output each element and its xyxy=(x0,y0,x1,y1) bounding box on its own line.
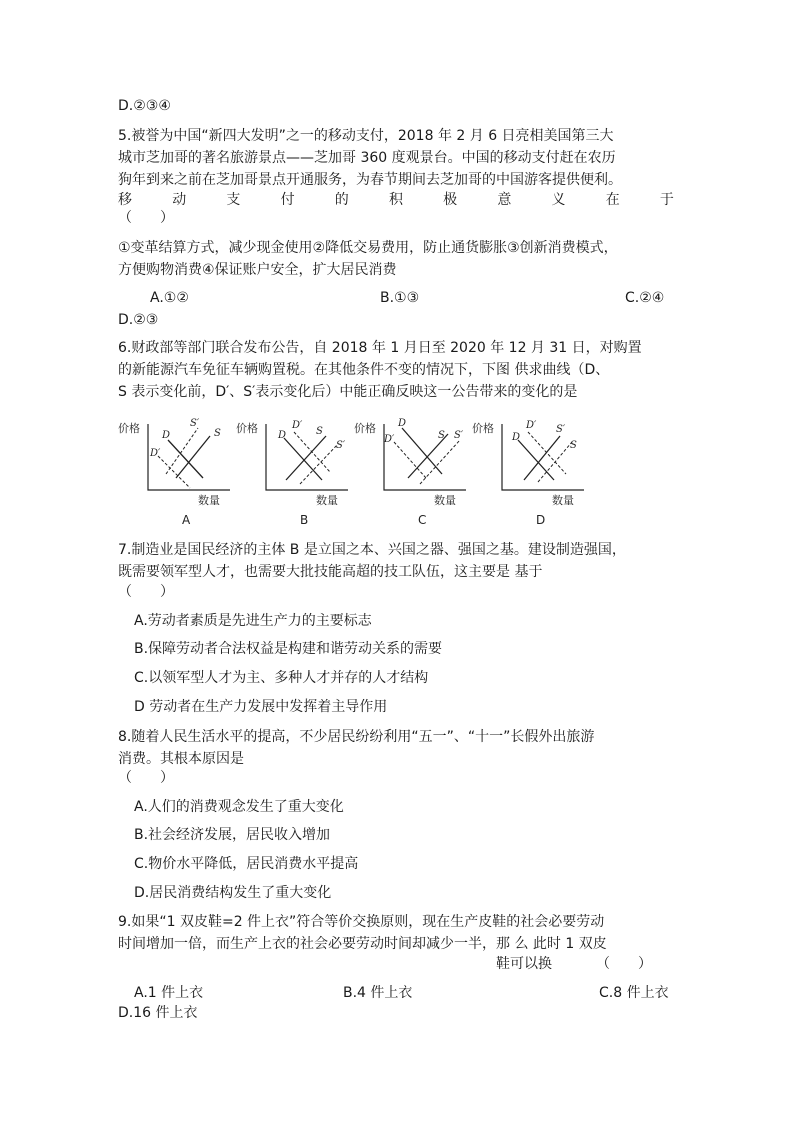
graph-c-demand-line xyxy=(402,428,442,474)
graph-c-label-s: S xyxy=(438,430,445,441)
graph-c-caption: C xyxy=(418,513,427,527)
q9-stem-line-2: 时间增加一倍，而生产上衣的社会必要劳动时间却减少一半，那 么 此时 1 双皮 xyxy=(118,936,607,952)
graph-c-demand-shifted-line xyxy=(394,442,426,478)
graph-b-y-label: 价格 xyxy=(236,422,258,435)
q8-option-a: A.人们的消费观念发生了重大变化 xyxy=(134,799,344,815)
q8-stem-line-2: 消费。其根本原因是 xyxy=(118,751,244,767)
graph-d-demand-line xyxy=(518,440,554,480)
q5-statements-line-2: 方便购物消费④保证账户安全，扩大居民消费 xyxy=(118,262,397,278)
q7-answer-paren: （ ） xyxy=(118,584,174,600)
graph-c-y-label: 价格 xyxy=(354,422,376,435)
graph-b-caption: B xyxy=(300,513,309,527)
graph-c-label-d: D xyxy=(398,418,407,429)
q5-char: 极 xyxy=(443,192,458,208)
graph-a-x-label: 数量 xyxy=(198,494,220,507)
q5-char: 于 xyxy=(659,192,674,208)
q6-stem-line-1: 6.财政部等部门联合发布公告，自 2018 年 1 月日至 2020 年 12 月 31 日，对购置 xyxy=(118,340,642,356)
graph-d-x-label: 数量 xyxy=(552,494,574,507)
q4-option-d: D.②③④ xyxy=(118,98,171,114)
graph-a-caption: A xyxy=(182,513,191,527)
graph-a-label-sp: S′ xyxy=(190,418,200,429)
q9-stem-tail: 鞋可以换 xyxy=(496,956,552,972)
q9-option-a: A.1 件上衣 xyxy=(134,985,204,1001)
q5-char: 支 xyxy=(226,192,241,208)
graphs-svg xyxy=(118,412,598,530)
q9-option-d: D.16 件上衣 xyxy=(118,1005,198,1021)
q5-char: 移 xyxy=(118,192,132,208)
q7-option-b: B.保障劳动者合法权益是构建和谐劳动关系的需要 xyxy=(134,641,443,657)
graph-c-x-label: 数量 xyxy=(434,494,456,507)
q6-stem-line-3: S 表示变化前，D′、S′表示变化后）中能正确反映这一公告带来的变化的是 xyxy=(118,384,578,400)
graph-b-supply-shifted-line xyxy=(300,444,338,484)
graph-d-caption: D xyxy=(536,513,546,527)
graph-b-label-sp: S′ xyxy=(336,440,346,451)
q5-option-d: D.②③ xyxy=(118,312,159,328)
graph-a-demand-line xyxy=(168,440,203,478)
q8-answer-paren: （ ） xyxy=(118,770,174,786)
q8-option-b: B.社会经济发展，居民收入增加 xyxy=(134,827,331,843)
q9-option-b: B.4 件上衣 xyxy=(343,985,413,1001)
graph-a-supply-line xyxy=(176,436,210,478)
q5-option-a: A.①② xyxy=(150,290,189,306)
q9-answer-paren: （ ） xyxy=(596,956,652,972)
q9-option-c: C.8 件上衣 xyxy=(599,985,669,1001)
q5-char: 动 xyxy=(172,192,187,208)
graph-b-label-d: D xyxy=(278,430,287,441)
q8-stem-line-1: 8.随着人民生活水平的提高，不少居民纷纷利用“五一”、“十一”长假外出旅游 xyxy=(118,729,595,745)
q5-char: 义 xyxy=(551,192,566,208)
q5-statements-line-1: ①变革结算方式，减少现金使用②降低交易费用，防止通货膨胀③创新消费模式， xyxy=(118,240,618,256)
graph-c xyxy=(354,418,466,527)
graph-d-label-d: D xyxy=(512,432,521,443)
q5-stem-line-3: 狗年到来之前在芝加哥景点开通服务，为春节期间去芝加哥的中国游客提供便利。 xyxy=(118,172,622,188)
graph-a xyxy=(118,418,230,527)
q8-option-c: C.物价水平降低，居民消费水平提高 xyxy=(134,856,359,872)
graph-b-demand-line xyxy=(284,438,322,480)
graph-c-label-dp: D′ xyxy=(384,434,395,445)
graph-d-label-s: S xyxy=(570,440,577,451)
q7-option-d: D 劳动者在生产力发展中发挥着主导作用 xyxy=(134,699,388,715)
graph-a-label-s: S xyxy=(214,428,221,439)
graph-a-demand-shifted-line xyxy=(158,456,190,488)
q5-char: 积 xyxy=(388,192,403,208)
graph-d-supply-line xyxy=(524,436,560,480)
graph-a-label-dp: D′ xyxy=(150,448,161,459)
q7-stem-line-2: 既需要领军型人才，也需要大批技能高超的技工队伍，这主要是 基于 xyxy=(118,564,543,580)
q5-answer-paren: （ ） xyxy=(118,210,174,226)
graph-c-label-sp: S′ xyxy=(454,430,464,441)
q5-option-b: B.①③ xyxy=(380,290,420,306)
q5-char: 的 xyxy=(334,192,349,208)
graph-b-label-dp: D′ xyxy=(292,420,303,431)
supply-demand-graphs xyxy=(118,412,598,530)
graph-d-y-label: 价格 xyxy=(472,422,494,435)
graph-b-label-s: S xyxy=(316,426,323,437)
q8-option-d: D.居民消费结构发生了重大变化 xyxy=(134,885,332,901)
graph-b xyxy=(236,420,348,527)
q5-char: 意 xyxy=(497,192,512,208)
graph-d-label-dp: D′ xyxy=(526,420,537,431)
q7-option-c: C.以领军型人才为主、多种人才并存的人才结构 xyxy=(134,670,429,686)
graph-d xyxy=(472,420,584,527)
q5-option-c: C.②④ xyxy=(625,290,665,306)
graph-d-label-sp: S′ xyxy=(556,424,566,435)
graph-a-y-label: 价格 xyxy=(118,422,140,435)
q7-stem-line-1: 7.制造业是国民经济的主体 B 是立国之本、兴国之器、强国之基。建设制造强国， xyxy=(118,542,626,558)
q7-option-a: A.劳动者素质是先进生产力的主要标志 xyxy=(134,613,372,629)
q6-stem-line-2: 的新能源汽车免征车辆购置税。在其他条件不变的情况下，下图 供求曲线（D、 xyxy=(118,362,610,378)
q5-char: 在 xyxy=(605,192,620,208)
q5-stem-line-1: 5.被誉为中国“新四大发明”之一的移动支付，2018 年 2 月 6 日亮相美国第三大 xyxy=(118,128,614,144)
q5-stem-line-4 xyxy=(118,190,674,210)
graph-b-supply-line xyxy=(286,436,326,480)
graph-a-label-d: D xyxy=(162,430,171,441)
q9-stem-line-1: 9.如果“1 双皮鞋=2 件上衣”符合等价交换原则，现在生产皮鞋的社会必要劳动 xyxy=(118,914,605,930)
q5-char: 付 xyxy=(280,192,295,208)
q5-stem-line-2: 城市芝加哥的著名旅游景点——芝加哥 360 度观景台。中国的移动支付赶在农历 xyxy=(118,150,616,166)
graph-b-x-label: 数量 xyxy=(316,494,338,507)
